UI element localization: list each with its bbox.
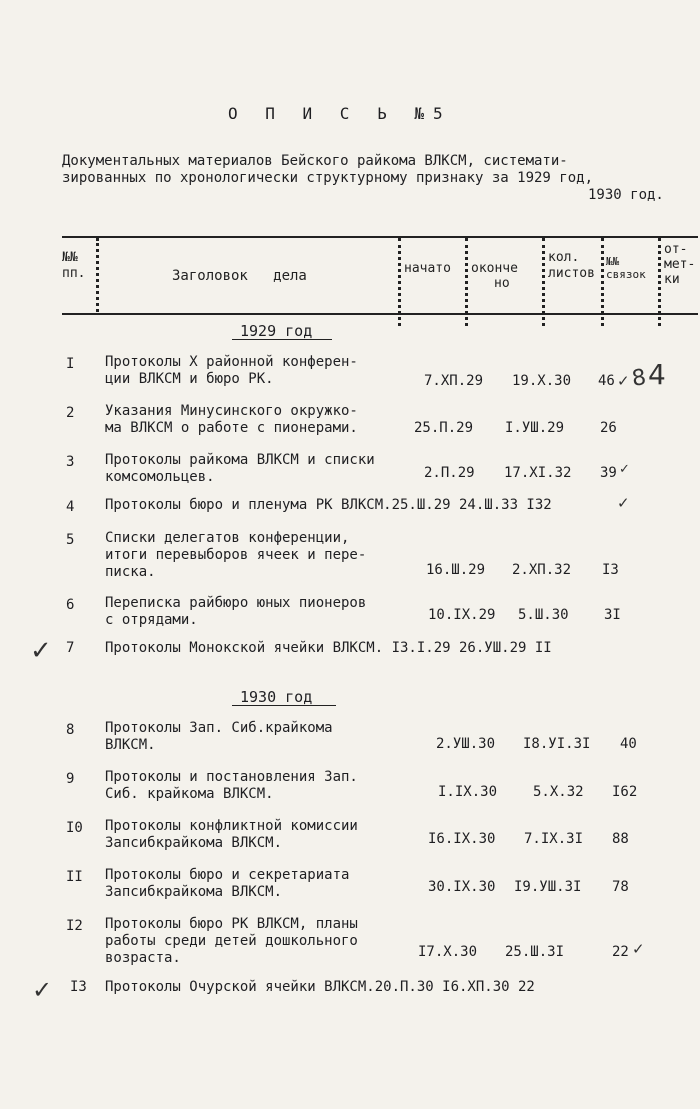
row-start-date: 25.П.29 [414, 420, 474, 436]
row-number: I0 [66, 820, 83, 836]
check-mark-icon: ✓ [617, 372, 630, 390]
row-number: 4 [66, 499, 75, 515]
row-title: итоги перевыборов ячеек и пере- [105, 547, 367, 563]
row-sheet-count: 40 [620, 736, 637, 752]
row-sheet-count: 46 [598, 373, 615, 389]
subtitle-line-2: зированных по хронологически структурному признаку за 1929 год, [62, 170, 594, 186]
row-number: 2 [66, 405, 75, 421]
column-separator [601, 238, 604, 326]
document-title: О П И С Ь №5 [228, 104, 452, 123]
row-title: Протоколы Зап. Сиб.крайкома [105, 720, 333, 736]
column-separator [96, 238, 99, 312]
row-title: Запсибкрайкома ВЛКСМ. [105, 884, 283, 900]
row-title: Протоколы Очурской ячейки ВЛКСМ.20.П.30 I6.ХП.30 22 [105, 979, 535, 995]
row-title: Переписка райбюро юных пионеров [105, 595, 367, 611]
row-end-date: 17.ХI.32 [504, 465, 572, 481]
handwritten-mark: 4 [648, 358, 666, 391]
row-start-date: 30.IХ.30 [428, 879, 496, 895]
row-title: Протоколы бюро и пленума РК ВЛКСМ.25.Ш.29 24.Ш.33 I32 [105, 497, 552, 513]
row-title: Протоколы бюро РК ВЛКСМ, планы [105, 916, 358, 932]
row-title: Протоколы райкома ВЛКСМ и списки [105, 452, 375, 468]
col-end-label: оконче [471, 261, 518, 276]
row-title: ВЛКСМ. [105, 737, 156, 753]
row-title: комсомольцев. [105, 469, 215, 485]
row-end-date: 19.Х.30 [512, 373, 572, 389]
row-end-date: 5.Ш.30 [518, 607, 569, 623]
row-end-date: 25.Ш.3I [505, 944, 565, 960]
column-separator [398, 238, 401, 326]
row-sheet-count: 39 [600, 465, 617, 481]
column-separator [658, 238, 661, 326]
column-separator [542, 238, 545, 326]
row-sheet-count: 3I [604, 607, 621, 623]
row-number: 5 [66, 532, 75, 548]
row-start-date: 7.ХП.29 [424, 373, 484, 389]
row-end-date: I9.УШ.3I [514, 879, 582, 895]
row-title: писка. [105, 564, 156, 580]
row-end-date: 5.Х.32 [533, 784, 584, 800]
row-title: ма ВЛКСМ о работе с пионерами. [105, 420, 358, 436]
row-title: Протоколы Х районной конферен- [105, 354, 358, 370]
section-year-heading: 1929 год [240, 322, 313, 340]
row-start-date: I.IХ.30 [438, 784, 498, 800]
row-start-date: 16.Ш.29 [426, 562, 486, 578]
row-number: I [66, 356, 75, 372]
row-start-date: 2.П.29 [424, 465, 475, 481]
row-title: Протоколы бюро и секретариата [105, 867, 350, 883]
row-number: I3 [70, 979, 87, 995]
col-sheets-label: листов [548, 266, 595, 281]
col-end-label: но [494, 276, 510, 291]
row-title: Протоколы и постановления Зап. [105, 769, 358, 785]
col-title-label: Заголовок дела [172, 268, 307, 284]
col-notes-label: ки [664, 272, 680, 287]
row-title: Указания Минусинского окружко- [105, 403, 358, 419]
row-end-date: 2.ХП.32 [512, 562, 572, 578]
row-title: с отрядами. [105, 612, 198, 628]
col-num-label: пп. [62, 266, 86, 281]
row-number: 6 [66, 597, 75, 613]
row-title: возраста. [105, 950, 181, 966]
row-end-date: I.УШ.29 [505, 420, 565, 436]
check-mark-icon: ✓ [32, 976, 53, 1004]
col-num-label: №№ [62, 250, 78, 265]
check-mark-icon: ✓ [617, 494, 630, 512]
row-sheet-count: 26 [600, 420, 617, 436]
row-number: 8 [66, 722, 75, 738]
col-sheets-label: кол. [548, 250, 580, 265]
row-title: ции ВЛКСМ и бюро РК. [105, 371, 274, 387]
row-start-date: I7.Х.30 [418, 944, 478, 960]
row-number: I2 [66, 918, 83, 934]
row-end-date: 7.IХ.3I [524, 831, 584, 847]
row-sheet-count: 22 [612, 944, 629, 960]
subtitle-line-3: 1930 год. [588, 187, 664, 203]
col-bundles-label: №№ связок [606, 255, 646, 281]
row-start-date: 10.IХ.29 [428, 607, 496, 623]
row-title: Запсибкрайкома ВЛКСМ. [105, 835, 283, 851]
check-mark-icon: ✓ [632, 940, 645, 958]
row-title: работы среди детей дошкольного [105, 933, 358, 949]
handwritten-count: 8 [630, 365, 648, 392]
row-sheet-count: I3 [602, 562, 619, 578]
row-number: 9 [66, 771, 75, 787]
section-year-heading: 1930 год [240, 688, 313, 706]
year-underline [232, 339, 332, 340]
year-underline [232, 705, 336, 706]
column-separator [465, 238, 468, 326]
check-mark-icon: ✓ [30, 636, 52, 666]
row-title: Протоколы конфликтной комиссии [105, 818, 358, 834]
subtitle-line-1: Документальных материалов Бейского райкома ВЛКСМ, системати- [62, 153, 568, 169]
row-end-date: I8.УI.3I [523, 736, 591, 752]
col-start-label: начато [404, 261, 451, 276]
row-title: Сиб. крайкома ВЛКСМ. [105, 786, 274, 802]
check-mark-icon: ✓ [619, 462, 630, 477]
row-title: Списки делегатов конференции, [105, 530, 350, 546]
row-sheet-count: 78 [612, 879, 629, 895]
row-title: Протоколы Монокской ячейки ВЛКСМ. I3.I.29 26.УШ.29 II [105, 640, 552, 656]
col-notes-label: от- [664, 242, 688, 257]
row-number: 3 [66, 454, 75, 470]
row-number: II [66, 869, 83, 885]
row-sheet-count: 88 [612, 831, 629, 847]
row-sheet-count: I62 [612, 784, 638, 800]
col-notes-label: мет- [664, 257, 696, 272]
row-start-date: I6.IХ.30 [428, 831, 496, 847]
row-number: 7 [66, 640, 75, 656]
row-start-date: 2.УШ.30 [436, 736, 496, 752]
